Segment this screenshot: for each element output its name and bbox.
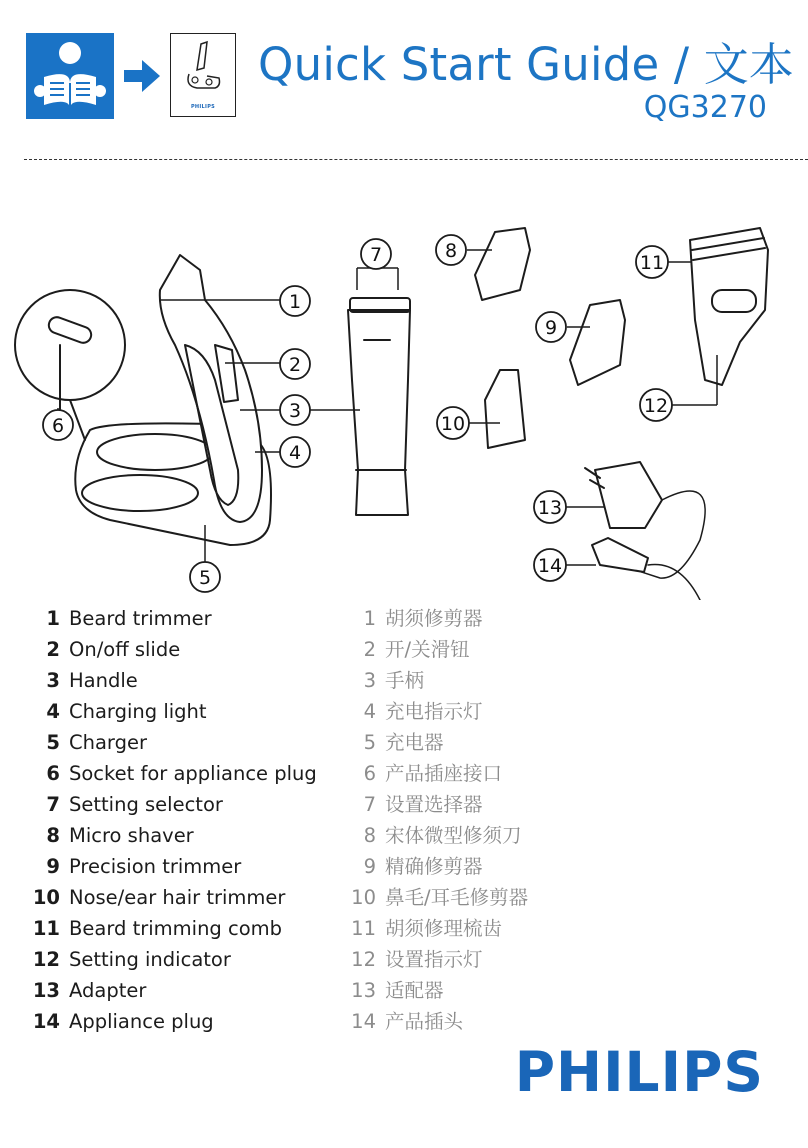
svg-text:3: 3: [288, 400, 302, 422]
callout-11: [636, 246, 668, 278]
svg-text:7: 7: [369, 244, 383, 266]
list-item: 4 Charging light: [46, 700, 207, 723]
svg-text:4: 4: [288, 442, 302, 464]
svg-text:9: 9: [544, 317, 558, 339]
list-item: 10 鼻毛/耳毛修剪器: [351, 886, 529, 909]
callout-5: [190, 562, 220, 592]
list-item: 14 产品插头: [351, 1010, 464, 1033]
callout-1: [280, 286, 310, 316]
callout-8: [436, 235, 466, 265]
nose-trimmer-drawing: [485, 370, 525, 448]
list-item: 4 充电指示灯: [363, 700, 483, 723]
callout-13: [534, 491, 566, 523]
list-item: 5 充电器: [363, 731, 444, 754]
list-item: 7 Setting selector: [46, 793, 223, 816]
callout-2: [280, 349, 310, 379]
adapter-drawing: [595, 462, 662, 528]
list-item: 3 Handle: [46, 669, 138, 692]
svg-text:2: 2: [288, 354, 302, 376]
svg-text:5: 5: [198, 567, 212, 589]
svg-text:10: 10: [440, 413, 466, 435]
arrow-right-icon: [122, 58, 162, 98]
list-item: 2 On/off slide: [46, 638, 181, 661]
list-item: 12 Setting indicator: [32, 948, 231, 971]
svg-text:14: 14: [537, 555, 563, 577]
page-title: Quick Start Guide / 文本: [258, 38, 795, 91]
booklet-icon: [170, 33, 236, 117]
callout-14: [534, 549, 566, 581]
svg-text:1: 1: [288, 291, 302, 313]
list-item: 3 手柄: [363, 669, 425, 692]
parts-list-english: [28, 603, 317, 1037]
socket-zoom-circle: [15, 290, 125, 400]
list-item: 1 胡须修剪器: [363, 607, 483, 630]
philips-logo: PHILIPS: [514, 1040, 764, 1104]
list-item: 11 胡须修理梳齿: [351, 917, 503, 940]
beard-comb-drawing: [690, 228, 768, 385]
list-item: 13 Adapter: [32, 979, 147, 1002]
callout-12: [640, 389, 672, 421]
product-diagram: [0, 210, 808, 604]
svg-text:6: 6: [51, 415, 65, 437]
callout-9: [536, 312, 566, 342]
read-manual-icon: [26, 33, 114, 119]
svg-text:12: 12: [643, 395, 669, 417]
list-item: 14 Appliance plug: [32, 1010, 214, 1033]
list-item: 10 Nose/ear hair trimmer: [32, 886, 286, 909]
callout-6: [43, 410, 73, 440]
list-item: 6 Socket for appliance plug: [46, 762, 317, 785]
list-item: 13 适配器: [351, 979, 444, 1002]
micro-shaver-drawing: [475, 228, 530, 300]
appliance-plug-drawing: [592, 538, 648, 572]
list-item: 11 Beard trimming comb: [32, 917, 283, 940]
list-item: 12 设置指示灯: [351, 948, 483, 971]
svg-text:13: 13: [537, 497, 563, 519]
list-item: 9 精确修剪器: [363, 855, 483, 878]
booklet-brand: PHILIPS: [190, 104, 216, 110]
list-item: 8 Micro shaver: [46, 824, 194, 847]
callout-4: [280, 437, 310, 467]
list-item: 9 Precision trimmer: [46, 855, 242, 878]
svg-text:8: 8: [444, 240, 458, 262]
callout-7: [361, 239, 391, 269]
list-item: 8 宋体微型修须刀: [363, 824, 522, 847]
callout-3: [280, 395, 310, 425]
callout-10: [437, 407, 469, 439]
precision-trimmer-drawing: [570, 300, 625, 385]
svg-text:11: 11: [639, 252, 665, 274]
list-item: 6 产品插座接口: [363, 762, 503, 785]
parts-list-chinese: [344, 603, 528, 1037]
model-number: QG3270: [643, 90, 767, 125]
list-item: 5 Charger: [46, 731, 147, 754]
list-item: 1 Beard trimmer: [46, 607, 212, 630]
list-item: 2 开/关滑钮: [363, 638, 470, 661]
list-item: 7 设置选择器: [363, 793, 483, 816]
dashed-divider: [24, 159, 808, 160]
